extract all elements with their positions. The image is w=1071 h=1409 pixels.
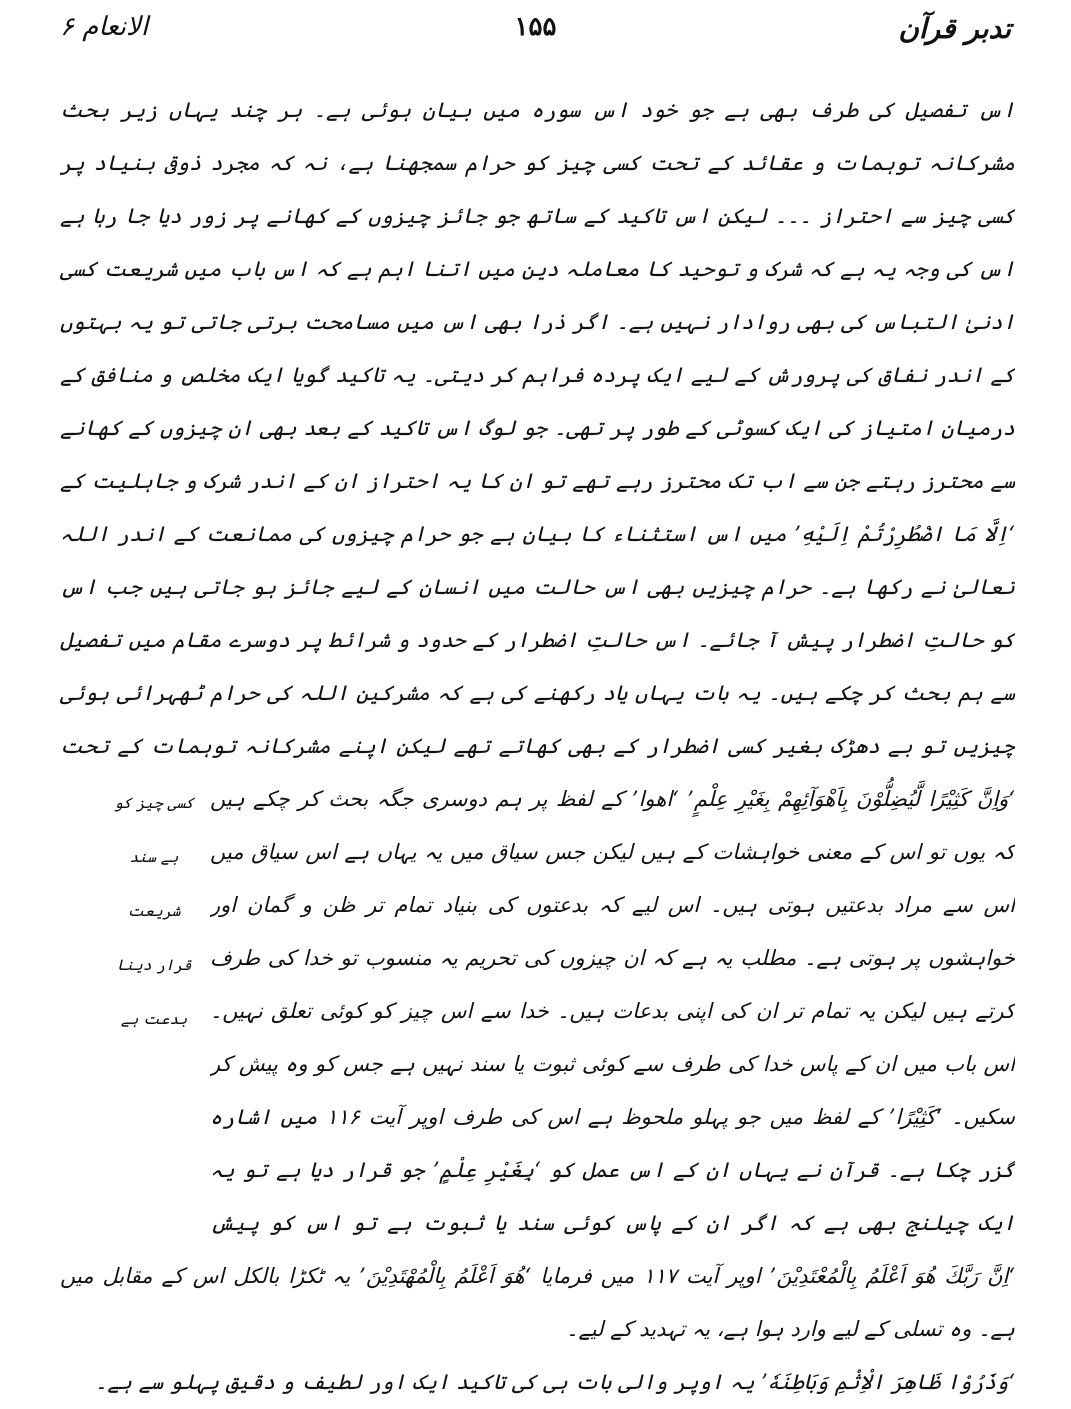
- paragraph-2: ‘اِلَّا مَا اضْطُرِرْتُمْ اِلَيْهِ’ میں اس استثناء کا بیان ہے جو حرام چیزوں کی ممانعت کے اندر اللہ تعالیٰ نے رکھا ہے۔ حرام چیزیں بھی اس حالت میں انسان کے لیے جائز ہو جاتی ہیں جب اس کو حالتِ اضطرار پیش آ جائے۔ اس حالتِ اضطرار کے حدود و شرائط پر دوسرے مقام میں تفصیل سے ہم بحث کر چکے ہیں۔ یہ بات یہاں یاد رکھنے کی ہے کہ مشرکین اللہ کی حرام ٹھہرائی ہوئی چیزیں تو بے دھڑک بغیر کسی اضطرار کے بھی کھاتے تھے لیکن اپنے مشرکانہ توہمات کے تحت: [60, 522, 1015, 758]
- margin-note: کسی چیز کو بے سند شریعت قرار دینا بدعت ہے: [114, 794, 194, 1028]
- page-body: [60, 84, 1015, 1394]
- book-title: تدبر قرآن: [898, 12, 1011, 45]
- page-number: ۱۵۵: [514, 12, 557, 42]
- surah-name: الانعام ۶: [60, 12, 149, 42]
- paragraph-1: اس تفصیل کی طرف بھی ہے جو خود اس سورہ میں بیان ہوئی ہے۔ ہر چند یہاں زیر بحث مشرکانہ توہمات و عقائد کے تحت کسی چیز کو حرام سمجھنا ہے، نہ کہ مجرد ذوقی بنیاد پر کسی چیز سے احتراز ۔۔۔ لیکن اس تاکید کے ساتھ جو جائز چیزوں کے کھانے پر زور دیا جا رہا ہے اس کی وجہ یہ ہے کہ شرک و توحید کا معاملہ دین میں اتنا اہم ہے کہ اس باب میں شریعت کسی ادنیٰ التباس کی بھی روادار نہیں ہے۔ اگر ذرا بھی اس میں مسامحت برتی جاتی تو یہ بہتوں کے اندر نفاق کی پرورش کے لیے ایک پردہ فراہم کر دیتی۔ یہ تاکید گویا ایک مخلص و منافق کے درمیان امتیاز کی ایک کسوٹی کے طور پر تھی۔ جو لوگ اس تاکید کے بعد بھی ان چیزوں کے کھانے سے محترز رہتے جن سے اب تک محترز رہے تھے تو ان کا یہ احتراز ان کے اندر شرک و جاہلیت کے: [60, 98, 1015, 493]
- running-header: [60, 12, 1011, 52]
- paragraph-5: ‘وَذَرُوْا ظَاهِرَ الْاِثْمِ وَبَاطِنَهٗ’ یہ اوپر والی بات ہی کی تاکید ایک اور لطیف و دقیق پہلو سے ہے۔: [95, 1370, 1015, 1394]
- paragraph-4: ‘اِنَّ رَبَّكَ هُوَ اَعْلَمُ بِالْمُعْتَدِيْنَ’ اوپر آیت ۱۱۷ میں فرمایا ‘هُوَ اَعْلَمُ بِالْمُهْتَدِيْنَ’ یہ ٹکڑا بالکل اس کے مقابل میں ہے۔ وہ تسلی کے لیے وارد ہوا ہے، یہ تہدید کے لیے۔: [60, 1264, 1015, 1341]
- paragraph-3: ‘وَاِنَّ كَثِيْرًا لَّيُضِلُّوْنَ بِاَهْوَآئِهِمْ بِغَيْرِ عِلْمٍ’ ‘اھوا’ کے لفظ پر ہم دوسری جگہ بحث کر چکے ہیں کہ یوں تو اس کے معنی خواہشات کے ہیں لیکن جس سیاق میں یہ یہاں ہے اس سیاق میں اس سے مراد بدعتیں ہوتی ہیں۔ اس لیے کہ بدعتوں کی بنیاد تمام تر ظن و گمان اور خواہشوں پر ہوتی ہے۔ مطلب یہ ہے کہ ان چیزوں کی تحریم یہ منسوب تو خدا کی طرف کرتے ہیں لیکن یہ تمام تر ان کی اپنی بدعات ہیں۔ خدا سے اس چیز کو کوئی تعلق نہیں۔ اس باب میں ان کے پاس خدا کی طرف سے کوئی ثبوت یا سند نہیں ہے جس کو وہ پیش کر سکیں۔ ‘كَثِيْرًا’ کے لفظ میں جو پہلو ملحوظ ہے اس کی طرف اوپر آیت ۱۱۶ میں اشارہ گزر چکا ہے۔ قرآن نے یہاں ان کے اس عمل کو ‘بِغَيْرِ عِلْمٍ’ جو قرار دیا ہے تو یہ ایک چیلنج بھی ہے کہ اگر ان کے پاس کوئی سند یا ثبوت ہے تو اس کو پیش: [210, 787, 1015, 1235]
